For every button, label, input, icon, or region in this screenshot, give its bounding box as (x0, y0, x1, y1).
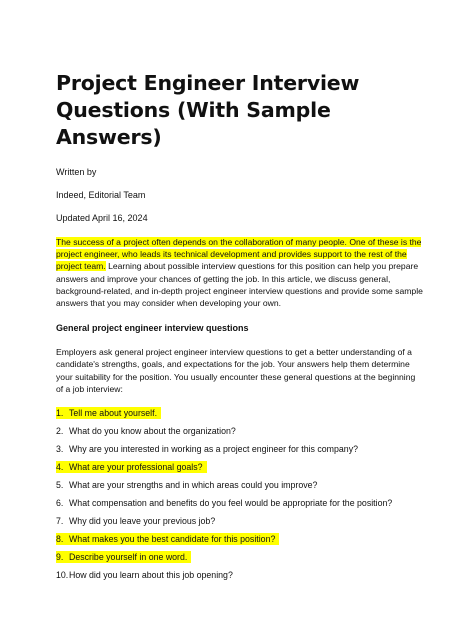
question-number: 6. (56, 498, 64, 509)
list-item (56, 475, 424, 493)
question-number: 2. (56, 426, 64, 437)
list-item (56, 547, 424, 565)
question-text: What are your professional goals? (69, 462, 203, 473)
question-text: What compensation and benefits do you feel would be appropriate for the position? (69, 498, 393, 509)
question-item (56, 533, 279, 545)
updated-date: Updated April 16, 2024 (56, 213, 148, 223)
question-number: 7. (56, 516, 64, 527)
list-item (56, 457, 424, 475)
list-item (56, 511, 424, 529)
question-number: 10. (56, 570, 69, 581)
written-by-label: Written by (56, 167, 97, 177)
page-title: Project Engineer Interview Questions (With Sample Answers) (56, 71, 360, 149)
question-text: What are your strengths and in which areas could you improve? (69, 480, 318, 491)
question-number: 8. (56, 534, 64, 545)
question-text: Describe yourself in one word. (69, 552, 188, 563)
question-item (56, 569, 233, 581)
question-text: What do you know about the organization? (69, 426, 236, 437)
section-body: Employers ask general project engineer interview questions to get a better understanding of a candidate's strengths, goals, and expectations for the job. Your answers help them determine your suitability for the position. You usually encounter these general questions at the beginning of a job interview: (56, 347, 416, 394)
question-item (56, 551, 191, 563)
list-item (56, 403, 424, 421)
question-item (56, 515, 215, 527)
list-item (56, 529, 424, 547)
intro-highlighted-text: The success of a project often depends on the collaboration of many people. One of these is the project engineer, who leads its technical development and provides support to the rest of the project team. (56, 237, 422, 272)
question-item (56, 479, 317, 491)
question-number: 9. (56, 552, 64, 563)
question-item (56, 497, 392, 509)
intro-paragraph (56, 236, 424, 309)
question-item (56, 443, 358, 455)
section-heading: General project engineer interview questions (56, 323, 249, 334)
question-text: Tell me about yourself. (69, 408, 158, 419)
question-list (56, 403, 424, 583)
question-text: Why did you leave your previous job? (69, 516, 216, 527)
list-item (56, 439, 424, 457)
question-number: 5. (56, 480, 64, 491)
question-text: Why are you interested in working as a project engineer for this company? (69, 444, 358, 455)
question-item (56, 407, 161, 419)
question-number: 4. (56, 462, 64, 473)
question-number: 1. (56, 408, 64, 419)
question-item (56, 461, 207, 473)
question-text: What makes you the best candidate for this position? (69, 534, 276, 545)
document-page (56, 70, 424, 583)
question-number: 3. (56, 444, 64, 455)
intro-body-text: Learning about possible interview questions for this position can help you prepare answers and improve your chances of getting the job. In this article, we discuss general, background-related, and in-depth project engineer interview questions and provide some sample answers that you may consider when developing your own. (56, 261, 423, 309)
question-text: How did you learn about this job opening? (69, 570, 233, 581)
list-item (56, 493, 424, 511)
author-name: Indeed, Editorial Team (56, 190, 146, 200)
list-item (56, 565, 424, 583)
list-item (56, 421, 424, 439)
question-item (56, 425, 236, 437)
